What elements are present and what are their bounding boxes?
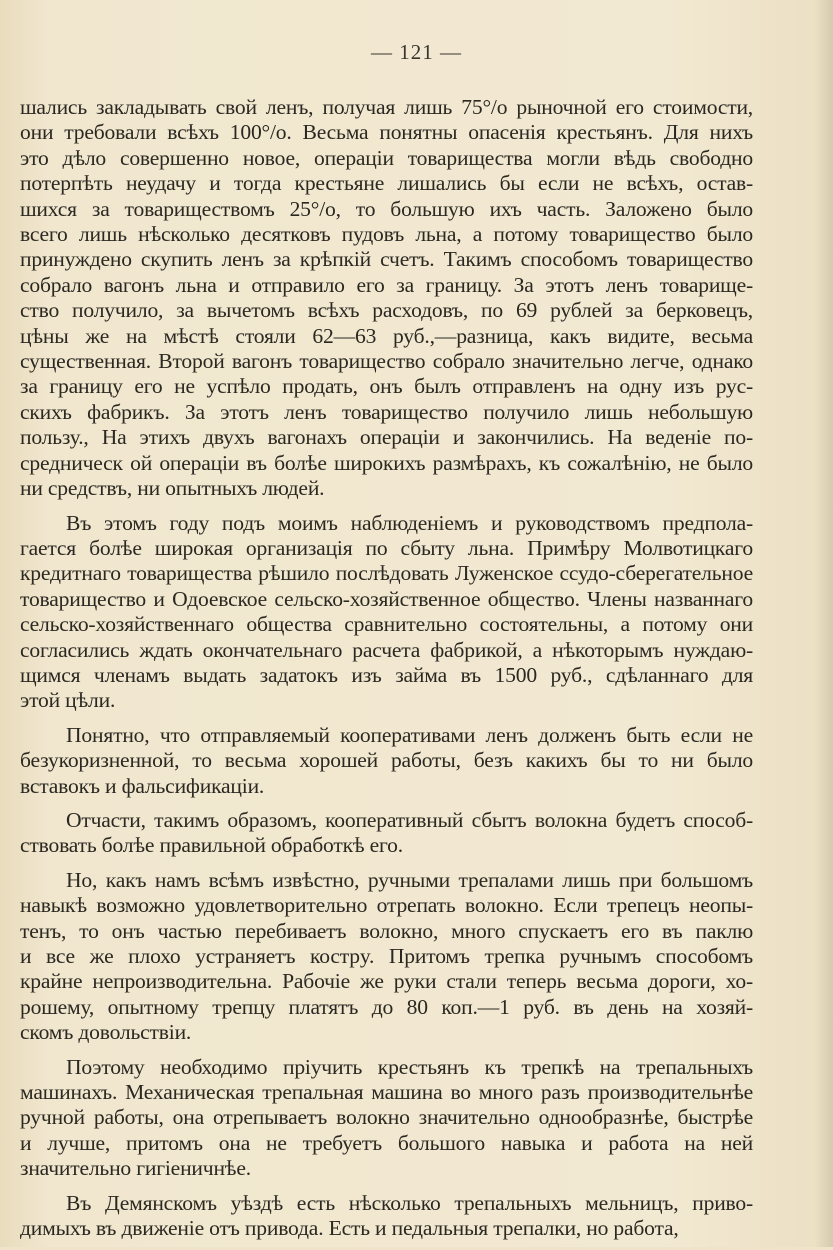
text-line: Поэтому необходимо пріучить крестьянъ къ трепкѣ на трепальныхъ <box>66 1054 753 1079</box>
text-line: они требовали всѣхъ 100°/о. Весьма понятны опасенія крестьянъ. Для нихъ <box>20 120 753 145</box>
text-line: и все же плохо устраняетъ кострy. Притомъ трепка ручнымъ способомъ <box>20 944 753 968</box>
text-line: принуждено скупить ленъ за крѣпкій счетъ. Такимъ способомъ товарищество <box>20 247 753 272</box>
text-line: шались закладывать свой ленъ, получая лишь 75°/о рыночной его стоимости, <box>20 95 753 119</box>
text-line: за границу его не успѣло продать, онъ былъ отправленъ на одну изъ рус- <box>20 374 753 399</box>
text-line: и лучше, притомъ она не требуетъ большого навыка и работа на ней <box>20 1130 753 1155</box>
text-line: пользу., На этихъ двухъ вагонахъ операціи и закончились. На веденіе по- <box>20 425 753 450</box>
paragraph <box>20 511 753 714</box>
text-line: тенъ, то онъ частью перебиваетъ волокно, много спускаетъ его въ паклю <box>20 918 753 943</box>
text-line: гается болѣе широкая организація по сбыту льна. Примѣру Молвотицкаго <box>20 535 753 560</box>
text-line: навыкѣ возможно удовлетворительно отрепать волокно. Если трепецъ неопы- <box>20 893 753 918</box>
text-line: товарищество и Одоевское сельско-хозяйственное общество. Члены названнаго <box>20 586 753 611</box>
text-line: Но, какъ намъ всѣмъ извѣстно, ручными трепалами лишь при большомъ <box>66 867 753 892</box>
page-spine-shadow <box>815 0 833 1247</box>
text-line: ство получило, за вычетомъ всѣхъ расходовъ, по 69 рублей за берковецъ, <box>20 298 753 323</box>
text-line: скихъ фабрикъ. За этотъ ленъ товарищество получило лишь небольшую <box>20 399 753 424</box>
text-line: шихся за товариществомъ 25°/о, то большую ихъ часть. Заложено было <box>20 196 753 221</box>
text-line: ни средствъ, ни опытныхъ людей. <box>20 476 325 501</box>
page-number: — 121 — <box>371 40 462 64</box>
text-line: вставокъ и фальсификаціи. <box>20 773 265 798</box>
text-line: Въ этомъ году подъ моимъ наблюденіемъ и руководствомъ предпола- <box>66 510 753 535</box>
text-line: скомъ довольствіи. <box>20 1020 192 1045</box>
text-line: щимся членамъ выдать задатокъ изъ займа въ 1500 руб., сдѣланнаго для <box>20 662 753 687</box>
text-line: цѣны же на мѣстѣ стояли 62—63 руб.,—разница, какъ видите, весьма <box>20 323 753 348</box>
text-line: рошему, опытному трепцу платятъ до 80 коп.—1 руб. въ день на хозяй- <box>20 994 753 1019</box>
text-line: согласились ждать окончательнаго расчета фабрикой, а нѣкоторымъ нуждаю- <box>20 637 753 662</box>
paragraph <box>20 808 753 859</box>
paragraph <box>20 95 753 502</box>
text-line: Понятно, что отправляемый кооперативами ленъ долженъ быть если не <box>66 722 753 747</box>
text-line: безукоризненной, то весьма хорошей работы, безъ какихъ бы то ни было <box>20 748 753 773</box>
text-line: значительно гигіеничнѣе. <box>20 1156 251 1181</box>
text-line: ствовать болѣе правильной обработкѣ его. <box>20 833 403 858</box>
text-line: существенная. Второй вагонъ товарищество собрало значительно легче, однако <box>20 349 753 374</box>
paragraph <box>20 868 753 1046</box>
text-line: машинахъ. Механическая трепальная машина во много разъ производительнѣе <box>20 1080 753 1105</box>
paragraph <box>20 1191 753 1242</box>
text-line: потерпѣть неудачу и тогда крестьяне лишались бы если не всѣхъ, остав- <box>20 171 753 196</box>
text-line: Отчасти, такимъ образомъ, кооперативный сбытъ волокна будетъ способ- <box>66 807 753 832</box>
text-line: собрало вагонъ льна и отправило его за границу. За этотъ ленъ товарище- <box>20 272 753 297</box>
text-line: всего лишь нѣсколько десятковъ пудовъ льна, а потому товарищество было <box>20 222 753 247</box>
text-line: этой цѣли. <box>20 688 116 713</box>
text-line: крайне непроизводительна. Рабочіе же руки стали теперь весьма дороги, хо- <box>20 969 753 994</box>
text-line: димыхъ въ движеніе отъ привода. Есть и педальныя трепалки, но работа, <box>20 1216 679 1241</box>
text-line: средническ ой операціи въ болѣе широкихъ размѣрахъ, къ сожалѣнію, не было <box>20 450 753 475</box>
text-line: это дѣло совершенно новое, операціи товарищества могли вѣдь свободно <box>20 145 753 170</box>
body-text <box>20 95 753 1250</box>
text-line: ручной работы, она отрепываетъ волокно значительно однообразнѣе, быстрѣе <box>20 1105 753 1130</box>
paragraph <box>20 723 753 799</box>
text-line: сельско-хозяйственнаго общества сравнительно состоятельны, а потому они <box>20 612 753 637</box>
text-line: кредитнаго товарищества рѣшило послѣдовать Луженское ссудо-сберегательное <box>20 561 753 586</box>
text-line: Въ Демянскомъ уѣздѣ есть нѣсколько трепальныхъ мельницъ, приво- <box>66 1190 753 1215</box>
paragraph <box>20 1055 753 1182</box>
